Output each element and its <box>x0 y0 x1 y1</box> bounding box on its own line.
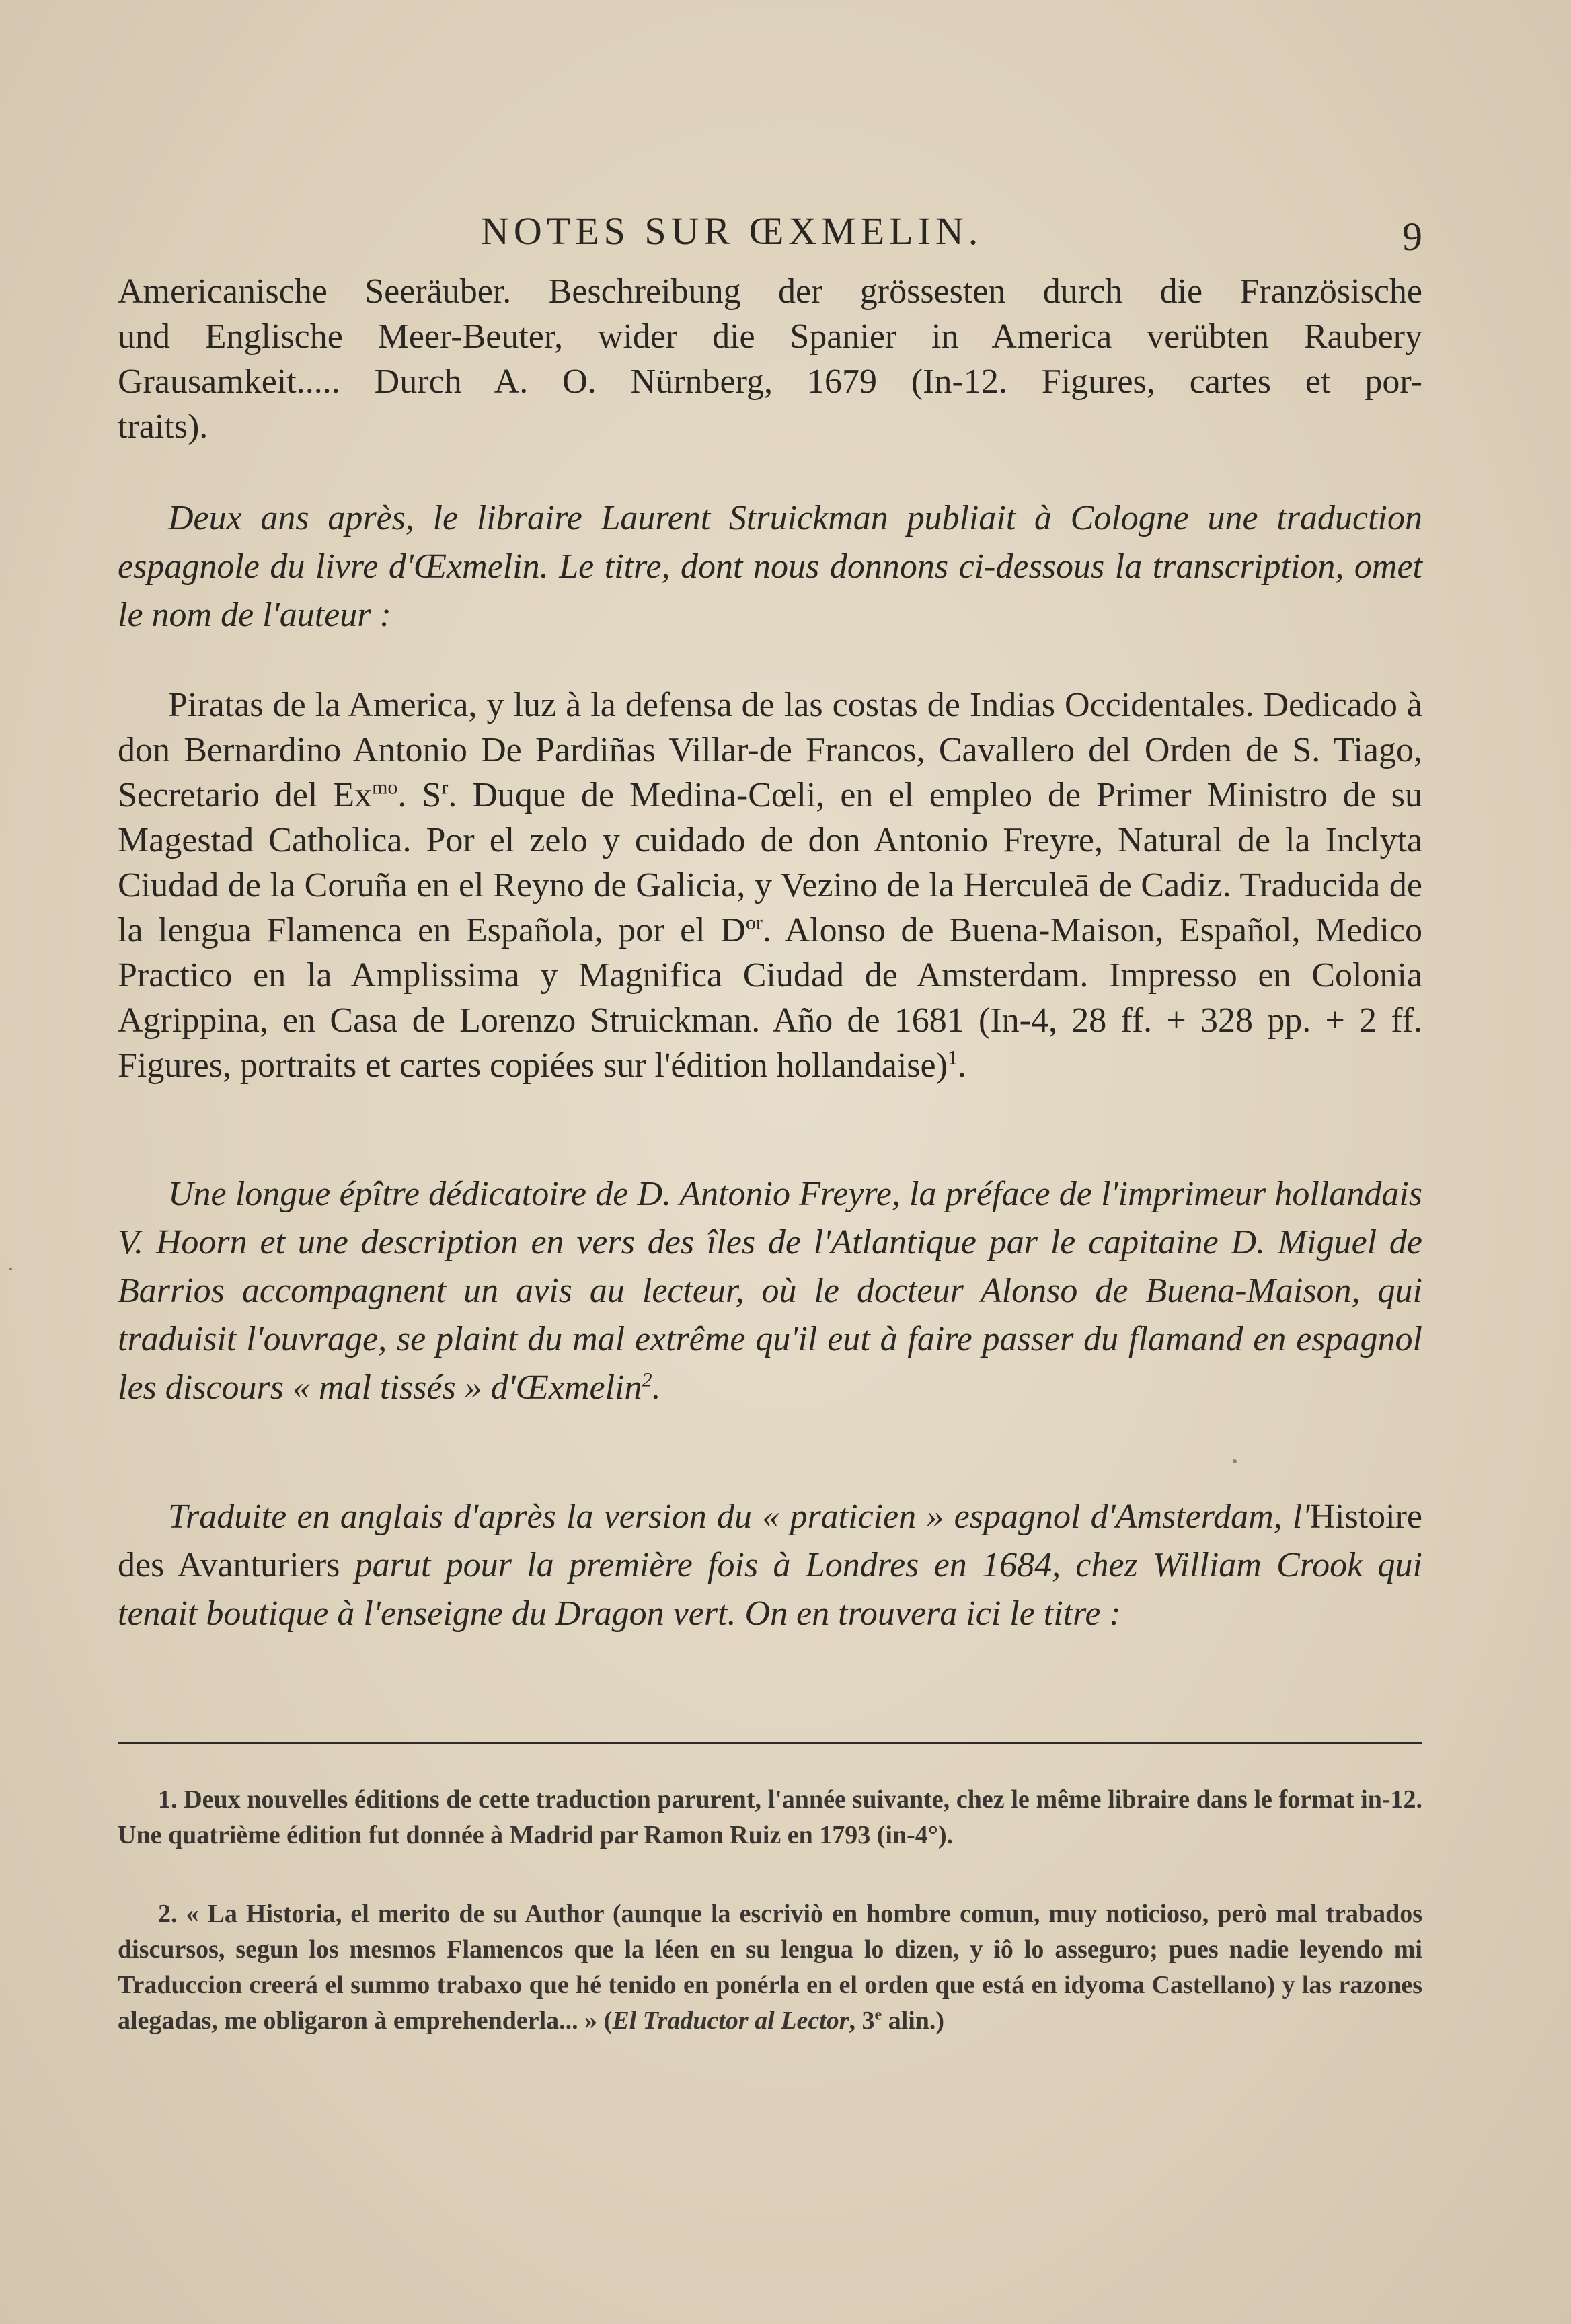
text-segment: Une longue épître dédicatoire de D. Antonio Freyre, la préface de l'imprimeur hollandais V. Hoorn et une description en vers des îles de l'Atlantique par le capitaine D. Miguel de Barrios accompagnent un avis au lecteur, où le docteur Alonso de Buena-Maison, qui traduisit l'ouvrage, se plaint du mal extrême qu'il eut à faire passer du flamand en espagnol les discours « mal tissés » d'Œxmelin <box>118 1175 1422 1407</box>
page-header <box>118 202 1422 262</box>
running-title: NOTES SUR ŒXMELIN. <box>481 209 983 253</box>
superscript: or <box>745 911 763 934</box>
page-number: 9 <box>1402 215 1422 259</box>
superscript: r <box>441 776 449 799</box>
text-segment: Piratas de la America, y luz à la defensa de las costas de Indias Occidentales. Dedicado à don Bernardino Antonio De Pardiñas Villar-de Francos, Cavallero del Orden de S. Tiago, Secretario del Ex <box>118 686 1422 814</box>
text-line: traits). <box>118 408 208 446</box>
text-line: Grausamkeit..... Durch A. O. Nürnberg, 1679 (In-12. Figures, cartes et por- <box>118 362 1422 401</box>
footnote-text: « La Historia, el merito de su Author (aunque la escriviò en hombre comun, muy noticioso, però mal trabados discursos, segun los mesmos Flamencos que la léen en su lengua lo dizen, y iô lo asseguro; pues nadie leyendo mi Traduccion creerá el summo trabaxo que hé tenido en ponérla en el orden que está en idyoma Castellano) y las razones alegadas, me obligaron à emprehenderla... » ( <box>118 1900 1423 2035</box>
text-segment: . <box>957 1046 966 1085</box>
text-segment: . Duque de Medina-Cœli, en el empleo de Primer Ministro de su Magestad Catholica. Por el zelo y cuidado de don Antonio Freyre, Natural de la Inclyta Ciudad de la Coruña en el Reyno de Galicia, y Vezino de la Herculeā de Cadiz. Traducida de la lengua Flamenca en Española, por el D <box>118 776 1422 950</box>
paragraph-spanish-title <box>118 683 1422 1088</box>
footnote-text: alin.) <box>882 2007 945 2035</box>
paragraph-german-title <box>118 269 1422 449</box>
text-segment: Traduite en anglais d'après la version du « praticien » espagnol d'Amsterdam, l' <box>168 1498 1310 1536</box>
footnote-text: , 3 <box>849 2007 875 2035</box>
footnote-number: 2. <box>158 1900 178 1928</box>
paper-spot <box>9 1268 12 1270</box>
text-segment: . Alonso de Buena-Maison, Español, Medico Practico en la Amplissima y Magnifica Ciudad de Amsterdam. Impresso en Colonia Agrippina, en Casa de Lorenzo Struickman. Año de 1681 (In-4, 28 ff. + 328 pp. + 2 ff. Figures, portraits et cartes copiées sur l'édition hollandaise) <box>118 911 1422 1085</box>
footnote-ref-1: 1 <box>947 1046 958 1069</box>
paper-spot <box>1233 1459 1237 1463</box>
footnote-separator <box>118 1742 1422 1744</box>
text-line: Americanische Seeräuber. Beschreibung der grössesten durch die Französische <box>118 272 1422 311</box>
text-segment: . <box>652 1368 661 1407</box>
footnote-1 <box>118 1782 1422 1853</box>
footnote-2 <box>118 1896 1422 2039</box>
text-line: und Englische Meer-Beuter, wider die Spanier in America verübten Raubery <box>118 317 1422 356</box>
footnote-text: Deux nouvelles éditions de cette traduction parurent, l'année suivante, chez le même libraire dans le format in-12. Une quatrième édition fut donnée à Madrid par Ramon Ruiz en 1793 (in-4°). <box>118 1785 1423 1849</box>
text-segment: . S <box>397 776 442 814</box>
footnote-source-title: El Traductor al Lector <box>612 2007 849 2035</box>
superscript: mo <box>372 776 398 799</box>
superscript: e <box>874 2006 882 2024</box>
book-title: Histoire des Avanturiers <box>118 1498 1422 1584</box>
footnote-number: 1. <box>158 1785 178 1814</box>
text-segment: parut pour la première fois à Londres en 1684, chez William Crook qui tenait boutique à l'enseigne du Dragon vert. On en trouvera ici le titre : <box>118 1546 1422 1633</box>
paragraph-dedication <box>118 1170 1422 1412</box>
paragraph-spanish-translation-intro: Deux ans après, le libraire Laurent Struickman publiait à Cologne une traduction espagnole du livre d'Œxmelin. Le titre, dont nous donnons ci-dessous la transcription, omet le nom de l'auteur : <box>118 499 1422 634</box>
paragraph-english-translation <box>118 1493 1422 1638</box>
footnote-ref-2: 2 <box>642 1368 652 1391</box>
